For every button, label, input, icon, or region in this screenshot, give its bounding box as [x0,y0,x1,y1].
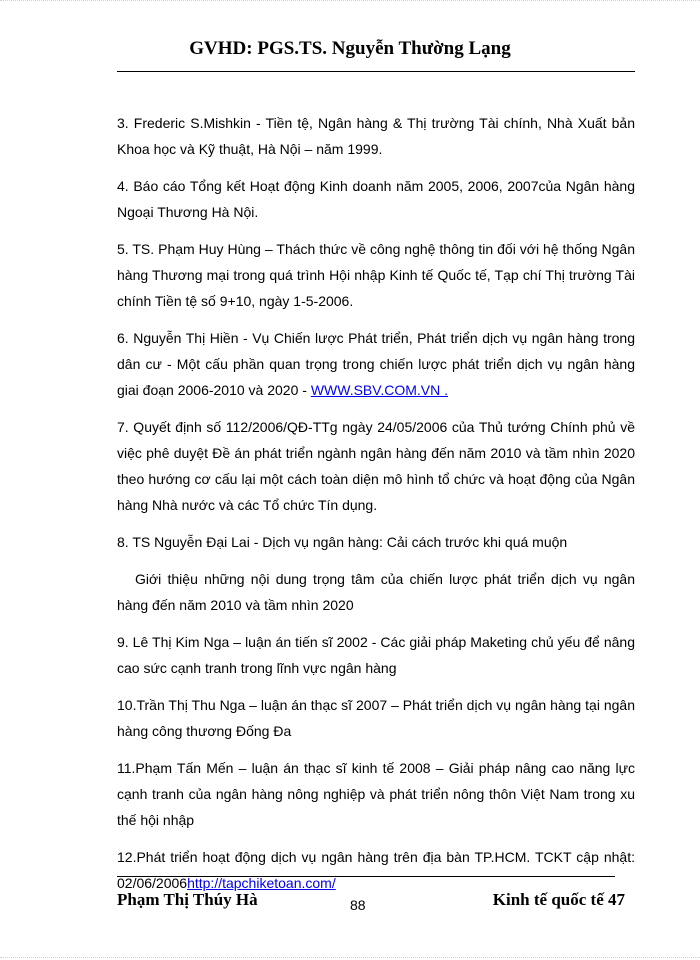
reference-item [117,692,635,744]
reference-text: 5. TS. Phạm Huy Hùng – Thách thức về công nghệ thông tin đối với hệ thống Ngân hàng Thương mại trong quá trình Hội nhập Kinh tế Quốc tế, Tạp chí Thị trường Tài chính Tiền tệ số 9+10, ngày 1-5-2006. [117,241,635,309]
reference-text: 3. Frederic S.Mishkin - Tiền tệ, Ngân hàng & Thị trường Tài chính, Nhà Xuất bản Khoa học và Kỹ thuật, Hà Nội – năm 1999. [117,115,635,157]
header-title: GVHD: PGS.TS. Nguyễn Thường Lạng [189,38,511,59]
reference-text: 6. Nguyễn Thị Hiền - Vụ Chiến lược Phát triển, Phát triển dịch vụ ngân hàng trong dân cư - Một cấu phần quan trọng trong chiến lược phát triển dịch vụ ngân hàng giai đoạn 2006-2010 và 2020 - [117,330,635,398]
reference-link-sbv[interactable]: WWW.SBV.COM.VN . [310,382,448,398]
reference-item [117,529,635,555]
header-rule [117,71,635,72]
reference-item [117,325,635,403]
reference-list [117,110,635,907]
reference-item [117,755,635,833]
reference-item [117,173,635,225]
page-bottom-edge [0,957,700,958]
reference-text: 11.Phạm Tấn Mến – luận án thạc sĩ kinh tế 2008 – Giải pháp nâng cao năng lực cạnh tranh của ngân hàng nông nghiệp và phát triển nông thôn Việt Nam trong xu thế hội nhập [117,760,635,828]
reference-text: 4. Báo cáo Tổng kết Hoạt động Kinh doanh năm 2005, 2006, 2007của Ngân hàng Ngoại Thương Hà Nội. [117,178,635,220]
reference-item [117,110,635,162]
reference-text: 7. Quyết định số 112/2006/QĐ-TTg ngày 24/05/2006 của Thủ tướng Chính phủ về việc phê duyệt Đề án phát triển ngành ngân hàng đến năm 2010 và tầm nhìn 2020 theo hướng cơ cấu lại một cách toàn diện mô hình tổ chức và hoạt động của Ngân hàng Nhà nước và các Tổ chức Tín dụng. [117,419,635,513]
reference-item-description [117,566,635,618]
reference-item [117,844,635,896]
reference-text: 10.Trần Thị Thu Nga – luận án thạc sĩ 2007 – Phát triển dịch vụ ngân hàng tại ngân hàng công thương Đống Đa [117,697,635,739]
reference-item [117,236,635,314]
reference-item [117,629,635,681]
reference-link-tapchiketoan[interactable]: http://tapchiketoan.com/ [187,875,336,891]
footer-rule [117,876,615,877]
footer-author: Phạm Thị Thúy Hà [117,890,258,909]
reference-item [117,414,635,518]
footer-class: Kinh tế quốc tế 47 [492,890,625,909]
page-number: 88 [350,897,366,913]
reference-text: 8. TS Nguyễn Đại Lai - Dịch vụ ngân hàng: Cải cách trước khi quá muộn [117,534,568,550]
reference-text: 9. Lê Thị Kim Nga – luận án tiến sĩ 2002 - Các giải pháp Maketing chủ yếu để nâng cao sức cạnh tranh trong lĩnh vực ngân hàng [117,634,635,676]
reference-text: 12.Phát triển hoạt động dịch vụ ngân hàng trên địa bàn TP.HCM. TCKT cập nhật: 02/06/2006 [117,849,635,891]
reference-text: Giới thiệu những nội dung trọng tâm của chiến lược phát triển dịch vụ ngân hàng đến năm 2010 và tầm nhìn 2020 [117,571,635,613]
page-top-edge [0,0,700,1]
